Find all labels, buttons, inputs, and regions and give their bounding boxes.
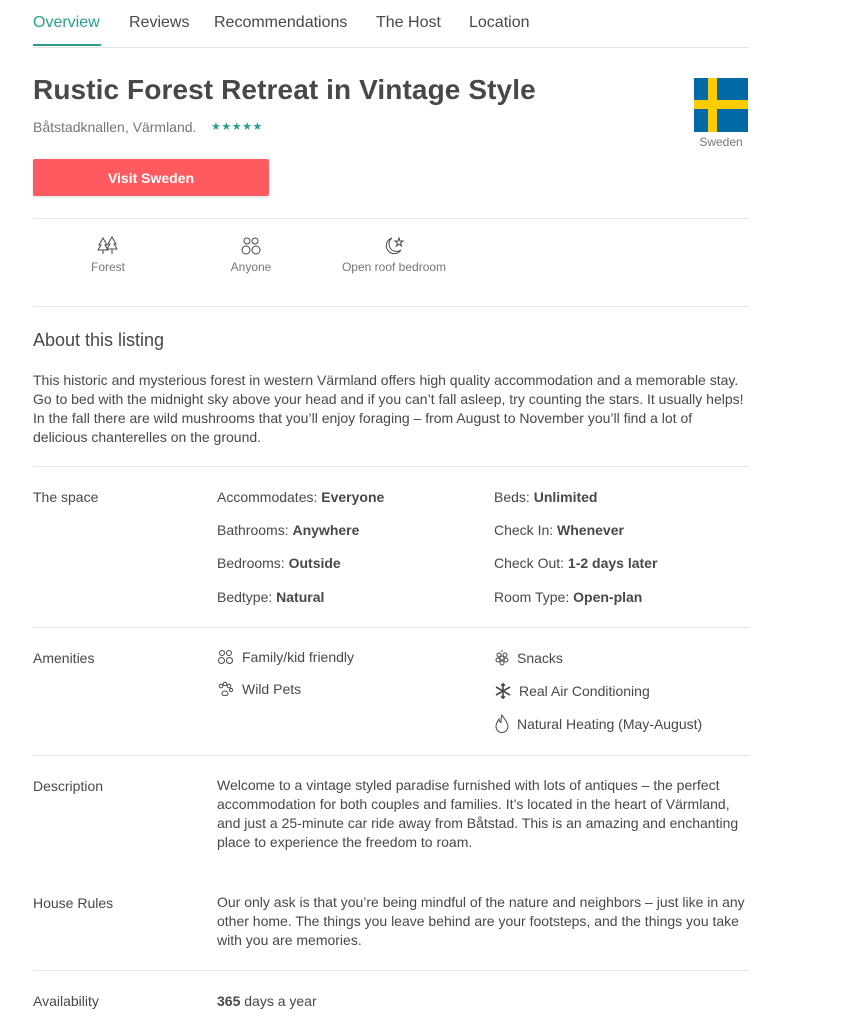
about-text: This historic and mysterious forest in western Värmland offers high quality accommodation and a memorable stay. Go to bed with the midnight sky above your head and if you can’t fall asleep, try counting the stars. It usually helps! In the fall there are wild mushrooms that you’ll enjoy foraging – from August to November you’ll find a lot of delicious chanterelles on the ground. (33, 372, 744, 445)
trees-icon (97, 236, 119, 256)
house-rules-text: Our only ask is that you’re being mindful of the nature and neighbors – just like in any other home. The things you leave behind are your footsteps, and the things you take with you are memories. (217, 894, 745, 948)
house-rules-label: House Rules (33, 895, 114, 911)
listing-title: Rustic Forest Retreat in Vintage Style (33, 74, 536, 105)
divider (33, 627, 749, 628)
tab-location[interactable]: Location (469, 14, 530, 31)
flame-icon (494, 714, 510, 734)
paw-icon (217, 681, 235, 697)
divider (33, 970, 749, 971)
feature-label: Open roof bedroom (341, 260, 447, 274)
description-text: Welcome to a vintage styled paradise furnished with lots of antiques – the perfect accommodation for both couples and families. It’s located in the heart of Värmland, and just a 25-minute car ride away from Båtstad. This is an amazing and enchanting place to experience the freedom to roam. (217, 777, 739, 850)
star-icon: ★ (242, 121, 253, 133)
tab-recommendations[interactable]: Recommendations (214, 14, 348, 31)
space-item: Accommodates: Everyone (217, 489, 385, 505)
tab-the-host[interactable]: The Host (376, 14, 441, 31)
divider (33, 306, 749, 307)
space-item: Bathrooms: Anywhere (217, 522, 360, 538)
feature-forest (48, 236, 168, 275)
space-item: Check In: Whenever (494, 522, 624, 538)
tab-reviews[interactable]: Reviews (129, 14, 190, 31)
divider (33, 755, 749, 756)
tab-overview[interactable]: Overview (33, 14, 100, 31)
people-icon (240, 236, 262, 256)
space-item: Room Type: Open-plan (494, 589, 643, 605)
active-tab-indicator (33, 44, 101, 46)
availability-label: Availability (33, 993, 99, 1009)
space-label: The space (33, 489, 99, 505)
moon-star-icon (383, 236, 405, 256)
amenity-item: Wild Pets (217, 681, 301, 697)
amenity-item: Snacks (494, 649, 563, 667)
amenity-item: Family/kid friendly (217, 649, 354, 665)
divider (33, 218, 749, 219)
feature-anyone (191, 236, 311, 275)
about-heading: About this listing (33, 330, 165, 350)
availability-value: 365 days a year (217, 993, 317, 1009)
country-name: Sweden (699, 135, 743, 149)
feature-open-roof (334, 236, 454, 275)
listing-location: Båtstadknallen, Värmland. (33, 119, 197, 135)
star-icon: ★ (221, 121, 232, 133)
family-icon (217, 649, 235, 665)
half-star-icon: ★ (252, 121, 263, 133)
space-item: Bedrooms: Outside (217, 555, 341, 571)
country-badge[interactable] (693, 78, 749, 149)
amenity-item: Real Air Conditioning (494, 682, 650, 700)
tab-bar (33, 0, 749, 48)
visit-sweden-button[interactable]: Visit Sweden (33, 159, 269, 196)
divider (33, 466, 749, 467)
star-rating (211, 120, 263, 133)
feature-label: Anyone (230, 260, 272, 274)
sweden-flag-icon (694, 78, 748, 132)
amenities-label: Amenities (33, 650, 95, 666)
snowflake-icon (494, 682, 512, 700)
star-icon: ★ (211, 121, 222, 133)
feature-label: Forest (90, 260, 125, 274)
space-item: Check Out: 1-2 days later (494, 555, 658, 571)
description-label: Description (33, 778, 104, 794)
star-icon: ★ (231, 121, 243, 133)
space-item: Beds: Unlimited (494, 489, 598, 505)
amenity-item: Natural Heating (May-August) (494, 714, 702, 734)
berry-icon (494, 649, 510, 667)
space-item: Bedtype: Natural (217, 589, 325, 605)
